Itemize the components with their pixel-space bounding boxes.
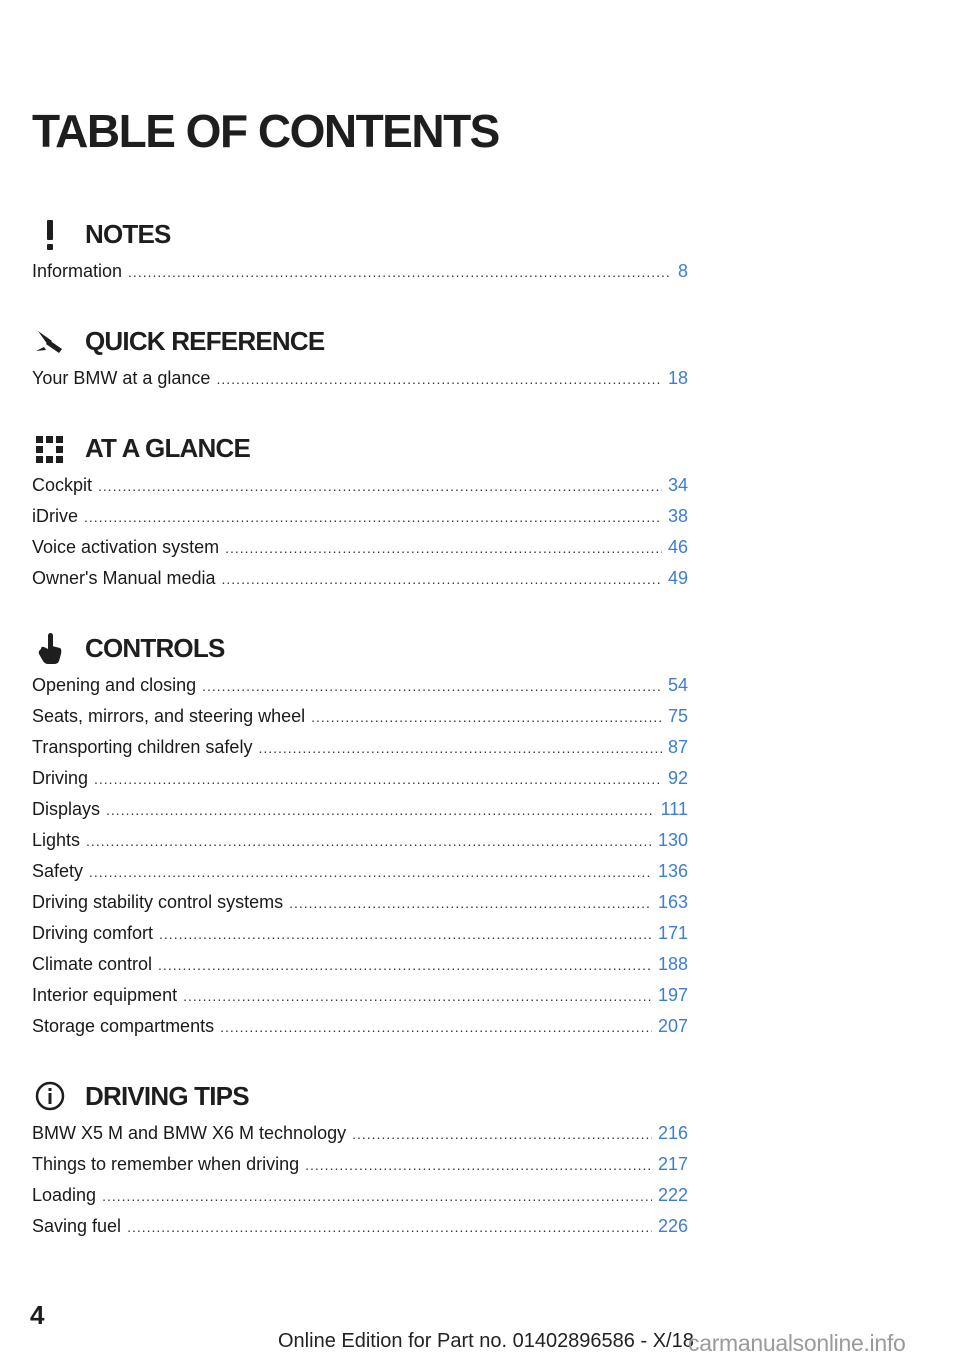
toc-entry-loading[interactable] <box>32 1180 688 1211</box>
dot-leader <box>225 533 662 564</box>
dot-leader <box>305 1150 652 1181</box>
entry-label: Information <box>32 261 123 281</box>
page-link[interactable]: 38 <box>667 506 688 526</box>
toc-entry-saving-fuel[interactable] <box>32 1211 688 1242</box>
toc-entry-your-bmw-at-a-glance[interactable] <box>32 363 688 394</box>
page-link[interactable]: 87 <box>667 737 688 757</box>
dot-leader <box>311 702 662 733</box>
dot-leader <box>106 795 655 826</box>
dot-leader <box>102 1181 652 1212</box>
toc-entry-driving-stability[interactable] <box>32 887 688 918</box>
entry-label: Storage compartments <box>32 1016 215 1036</box>
toc-entry-things-to-remember[interactable] <box>32 1149 688 1180</box>
entry-label: Seats, mirrors, and steering wheel <box>32 706 306 726</box>
entry-label: Cockpit <box>32 475 93 495</box>
section-title: NOTES <box>85 218 171 249</box>
table-of-contents <box>32 212 688 1274</box>
section-header <box>32 319 688 363</box>
page-link[interactable]: 75 <box>667 706 688 726</box>
toc-entry-seats-mirrors[interactable] <box>32 701 688 732</box>
page-link[interactable]: 8 <box>677 261 688 281</box>
page-link[interactable]: 54 <box>667 675 688 695</box>
page-link[interactable]: 188 <box>657 954 688 974</box>
entry-label: Lights <box>32 830 81 850</box>
page-link[interactable]: 49 <box>667 568 688 588</box>
page-link[interactable]: 216 <box>657 1123 688 1143</box>
dot-leader <box>127 1212 652 1243</box>
section-driving-tips <box>32 1074 688 1242</box>
toc-entry-idrive[interactable] <box>32 501 688 532</box>
section-title: DRIVING TIPS <box>85 1080 249 1111</box>
dot-leader <box>216 364 662 395</box>
toc-entry-cockpit[interactable] <box>32 470 688 501</box>
section-title: AT A GLANCE <box>85 432 250 463</box>
toc-entry-driving[interactable] <box>32 763 688 794</box>
dot-leader <box>183 981 652 1012</box>
entry-label: Driving stability control systems <box>32 892 284 912</box>
entry-label: Displays <box>32 799 101 819</box>
page-link[interactable]: 136 <box>657 861 688 881</box>
section-title: QUICK REFERENCE <box>85 325 325 356</box>
info-circle-icon <box>32 1078 68 1114</box>
dot-leader <box>202 671 662 702</box>
section-header <box>32 626 688 670</box>
dot-leader <box>158 950 652 981</box>
toc-entry-lights[interactable] <box>32 825 688 856</box>
entry-label: Safety <box>32 861 84 881</box>
section-controls <box>32 626 688 1042</box>
entry-label: iDrive <box>32 506 79 526</box>
section-title: CONTROLS <box>85 632 225 663</box>
page-link[interactable]: 130 <box>657 830 688 850</box>
dot-leader <box>86 826 652 857</box>
dot-leader <box>94 764 662 795</box>
toc-entry-owners-manual-media[interactable] <box>32 563 688 594</box>
page-link[interactable]: 171 <box>657 923 688 943</box>
toc-entry-safety[interactable] <box>32 856 688 887</box>
toc-entry-information[interactable] <box>32 256 688 287</box>
entry-label: Saving fuel <box>32 1216 122 1236</box>
entry-label: Your BMW at a glance <box>32 368 211 388</box>
dot-leader <box>352 1119 652 1150</box>
exclamation-icon <box>32 216 68 252</box>
page-link[interactable]: 217 <box>657 1154 688 1174</box>
toc-entry-driving-comfort[interactable] <box>32 918 688 949</box>
toc-entry-interior-equipment[interactable] <box>32 980 688 1011</box>
dot-leader <box>159 919 652 950</box>
entry-label: Transporting children safely <box>32 737 253 757</box>
entry-label: Opening and closing <box>32 675 197 695</box>
entry-label: BMW X5 M and BMW X6 M technology <box>32 1123 347 1143</box>
section-at-a-glance <box>32 426 688 594</box>
page-link[interactable]: 222 <box>657 1185 688 1205</box>
toc-entry-bmw-technology[interactable] <box>32 1118 688 1149</box>
section-quick-reference <box>32 319 688 394</box>
footer-edition-text: Online Edition for Part no. 01402896586 - X/18 <box>278 1330 694 1352</box>
entry-label: Loading <box>32 1185 97 1205</box>
quick-reference-icon <box>32 323 68 359</box>
toc-entry-transporting-children[interactable] <box>32 732 688 763</box>
page-number: 4 <box>30 1300 45 1330</box>
dot-leader <box>128 257 672 288</box>
entry-label: Owner's Manual media <box>32 568 216 588</box>
toc-entry-opening-and-closing[interactable] <box>32 670 688 701</box>
page-link[interactable]: 111 <box>660 799 688 819</box>
dot-leader <box>84 502 662 533</box>
entry-label: Interior equipment <box>32 985 178 1005</box>
dot-leader <box>289 888 652 919</box>
watermark: carmanualsonline.info <box>688 1330 906 1356</box>
page-link[interactable]: 226 <box>657 1216 688 1236</box>
section-header <box>32 1074 688 1118</box>
entry-label: Driving <box>32 768 89 788</box>
section-header <box>32 426 688 470</box>
page-link[interactable]: 207 <box>657 1016 688 1036</box>
entry-label: Driving comfort <box>32 923 154 943</box>
dot-leader <box>98 471 662 502</box>
page-link[interactable]: 92 <box>667 768 688 788</box>
page-link[interactable]: 34 <box>667 475 688 495</box>
toc-entry-voice-activation[interactable] <box>32 532 688 563</box>
page-link[interactable]: 163 <box>657 892 688 912</box>
hand-pointer-icon <box>32 630 68 666</box>
toc-entry-displays[interactable] <box>32 794 688 825</box>
page-link[interactable]: 46 <box>667 537 688 557</box>
page-link[interactable]: 197 <box>657 985 688 1005</box>
dot-leader <box>220 1012 652 1043</box>
grid-icon <box>32 430 68 466</box>
entry-label: Things to remember when driving <box>32 1154 300 1174</box>
entry-label: Voice activation system <box>32 537 220 557</box>
toc-entry-climate-control[interactable] <box>32 949 688 980</box>
page-title: TABLE OF CONTENTS <box>32 105 499 157</box>
section-header <box>32 212 688 256</box>
dot-leader <box>258 733 662 764</box>
dot-leader <box>222 564 662 595</box>
dot-leader <box>89 857 652 888</box>
entry-label: Climate control <box>32 954 153 974</box>
section-notes <box>32 212 688 287</box>
page-link[interactable]: 18 <box>667 368 688 388</box>
toc-entry-storage-compartments[interactable] <box>32 1011 688 1042</box>
